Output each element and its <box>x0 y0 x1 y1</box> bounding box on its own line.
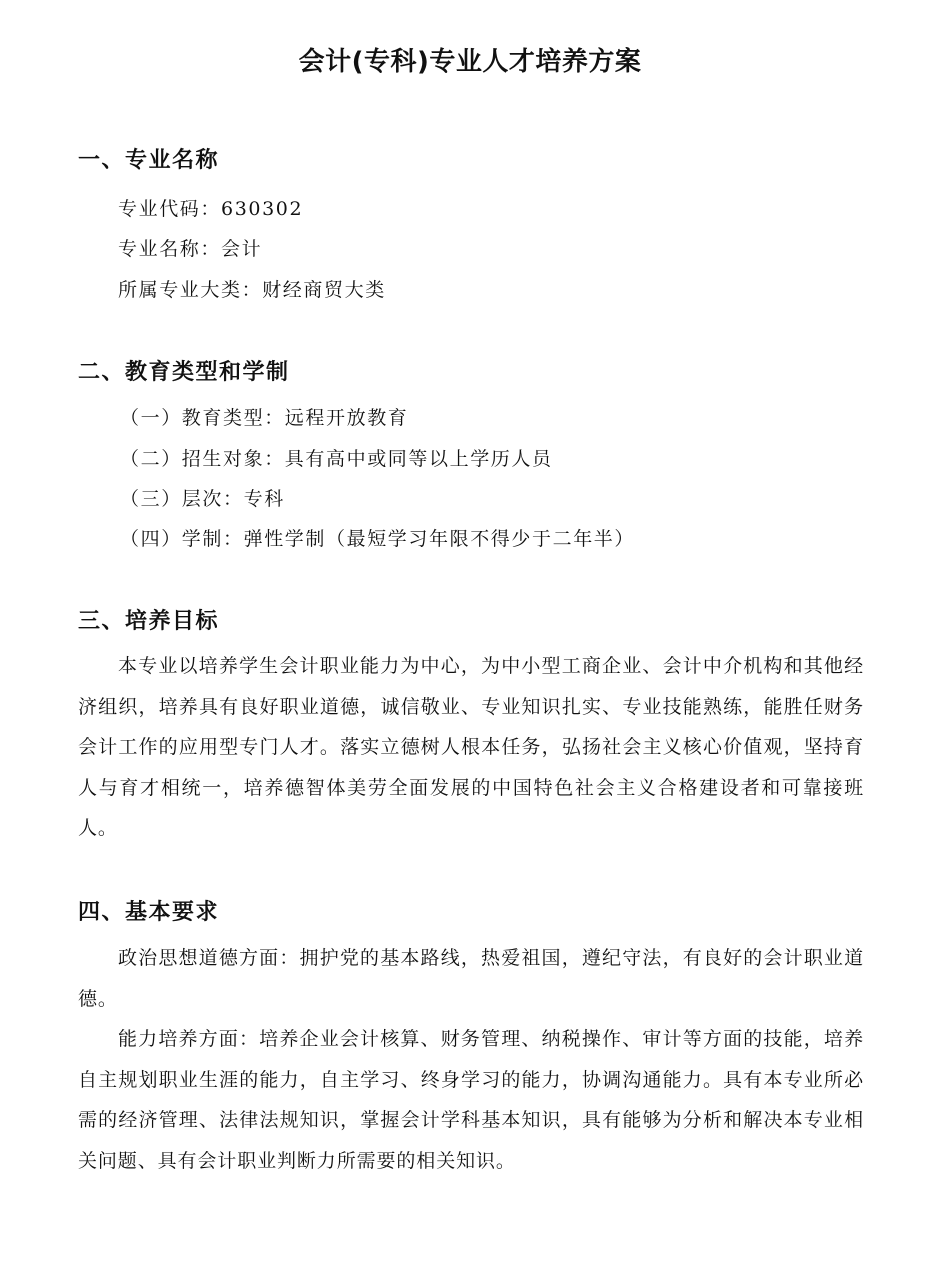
major-category: 所属专业大类：财经商贸大类 <box>118 279 386 301</box>
enrollment-target-item: （二）招生对象：具有高中或同等以上学历人员 <box>120 448 553 470</box>
major-code: 专业代码：630302 <box>118 198 304 220</box>
training-goal-paragraph: 本专业以培养学生会计职业能力为中心，为中小型工商企业、会计中介机构和其他经济组织，培养具有良好职业道德，诚信敬业、专业知识扎实、专业技能熟练，能胜任财务会计工作的应用型专门人才。落实立德树人根本任务，弘扬社会主义核心价值观，坚持育人与育才相统一，培养德智体美劳全面发展的中国特色社会主义合格建设者和可靠接班人。 <box>78 655 864 839</box>
section-heading-major-name: 一、专业名称 <box>78 148 220 173</box>
major-name: 专业名称：会计 <box>118 238 263 260</box>
ability-requirements-paragraph: 能力培养方面：培养企业会计核算、财务管理、纳税操作、审计等方面的技能，培养自主规划职业生涯的能力，自主学习、终身学习的能力，协调沟通能力。具有本专业所必需的经济管理、法律法规知识，掌握会计学科基本知识，具有能够为分析和解决本专业相关问题、具有会计职业判断力所需要的相关知识。 <box>78 1028 864 1172</box>
document-title: 会计(专科)专业人才培养方案 <box>298 47 642 77</box>
schooling-system-item: （四）学制：弹性学制（最短学习年限不得少于二年半） <box>120 528 636 550</box>
section-heading-education-type: 二、教育类型和学制 <box>78 360 290 385</box>
education-type-item: （一）教育类型：远程开放教育 <box>120 407 409 429</box>
section-heading-training-goal: 三、培养目标 <box>78 609 220 634</box>
political-requirements-paragraph: 政治思想道德方面：拥护党的基本路线，热爱祖国，遵纪守法，有良好的会计职业道德。 <box>78 947 864 1010</box>
level-item: （三）层次：专科 <box>120 488 285 510</box>
section-heading-basic-requirements: 四、基本要求 <box>78 900 220 925</box>
